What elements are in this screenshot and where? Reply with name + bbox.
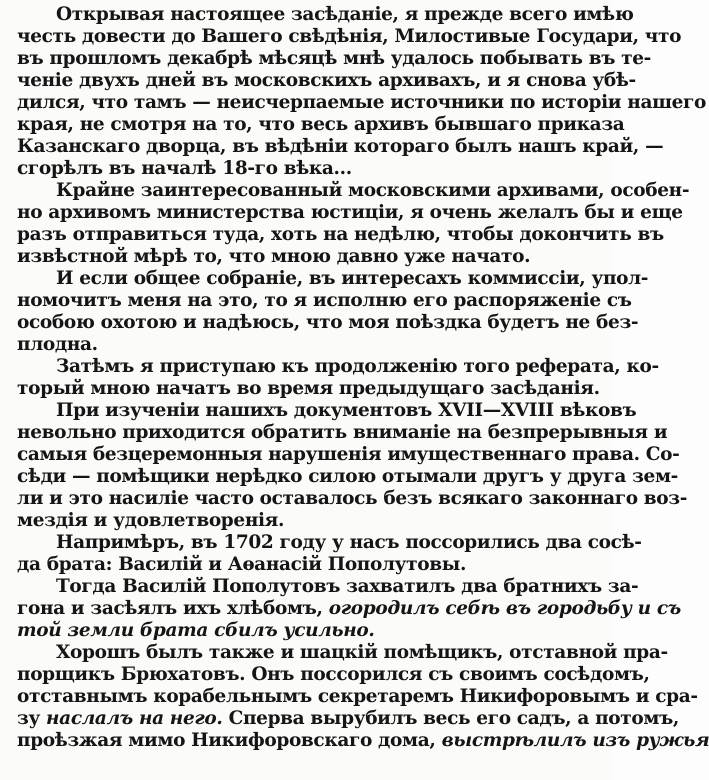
text-line: но архивомъ министерства юстиціи, я очень желалъ бы и еще	[17, 202, 683, 223]
text-line: той земли брата сбилъ усильно.	[17, 620, 375, 641]
text-line: сѣди — помѣщики нерѣдко силою отымали другъ у друга зем-	[17, 466, 678, 487]
text-line: ченіе двухъ дней въ московскихъ архивахъ, и я снова убѣ-	[17, 70, 636, 91]
text-line: ли и это насиліе часто оставалось безъ всякаго законнаго воз-	[17, 488, 688, 509]
text-line	[17, 730, 709, 752]
text-line: особою охотою и надѣюсь, что моя поѣздка будетъ не без-	[17, 312, 639, 333]
text-line: Затѣмъ я приступаю къ продолженію того реферата, ко-	[56, 356, 659, 377]
text-line: Крайне заинтересованный московскими архивами, особен-	[56, 180, 690, 201]
text-line: невольно приходится обратить вниманіе на безпрерывныя и	[17, 422, 668, 443]
text-line	[17, 598, 681, 620]
text-line: плодна.	[17, 334, 98, 355]
text-line: въ прошломъ декабрѣ мѣсяцѣ мнѣ удалось побывать въ те-	[17, 48, 651, 69]
text-line: торый мною начатъ во время предыдущаго засѣданія.	[17, 378, 600, 399]
text-line: разъ отправиться туда, хоть на недѣлю, чтобы докончить въ	[17, 224, 664, 245]
text-line: сгорѣлъ въ началѣ 18-го вѣка...	[17, 158, 352, 179]
text-line: Хорошъ былъ также и шацкій помѣщикъ, отставной пра-	[56, 642, 668, 663]
text-line: мездія и удовлетворенія.	[17, 510, 285, 531]
text-line: края, не смотря на то, что весь архивъ бывшаго приказа	[17, 114, 625, 135]
text-line: извѣстной мѣрѣ то, что мною давно уже начато.	[17, 246, 531, 267]
text-line: Казанскаго дворца, въ вѣдѣніи котораго былъ нашъ край, —	[17, 136, 664, 157]
text-line: Открывая настоящее засѣданіе, я прежде всего имѣю	[56, 4, 634, 25]
text-line: самыя безцеремонныя нарушенія имущественнаго права. Со-	[17, 444, 680, 465]
text-segment: зу	[17, 708, 40, 729]
text-line: дился, что тамъ — неисчерпаемые источники по исторіи нашего	[17, 92, 707, 113]
text-line: номочитъ меня на это, то я исполню его распоряженіе съ	[17, 290, 632, 311]
italic-segment: наслалъ на него.	[46, 708, 223, 729]
italic-segment: огородилъ себѣ въ городьбу и съ	[328, 598, 681, 619]
text-line: порщикъ Брюхатовъ. Онъ поссорился съ своимъ сосѣдомъ,	[17, 664, 650, 685]
text-line: Тогда Василій Пополутовъ захватилъ два братнихъ за-	[56, 576, 639, 597]
text-line: отставнымъ корабельнымъ секретаремъ Никифоровымъ и сра-	[17, 686, 698, 707]
text-line: да брата: Василій и Аѳанасій Пополутовы.	[17, 554, 467, 575]
text-line: честь довести до Вашего свѣдѣнія, Милостивые Государи, что	[17, 26, 682, 47]
text-line	[17, 708, 680, 730]
italic-segment: выстрѣлилъ изъ ружья	[441, 730, 709, 751]
text-segment: гона и засѣялъ ихъ хлѣбомъ,	[17, 598, 323, 619]
text-segment: Сперва вырубилъ весь его садъ, а потомъ,	[228, 708, 680, 729]
text-line: При изученіи нашихъ документовъ XVII—XVIII вѣковъ	[56, 400, 637, 421]
text-segment: проѣзжая мимо Никифоровскаго дома,	[17, 730, 436, 751]
text-line: И если общее собраніе, въ интересахъ коммиссіи, упол-	[56, 268, 649, 289]
text-line: Напримѣръ, въ 1702 году у насъ поссорились два сосѣ-	[56, 532, 642, 553]
